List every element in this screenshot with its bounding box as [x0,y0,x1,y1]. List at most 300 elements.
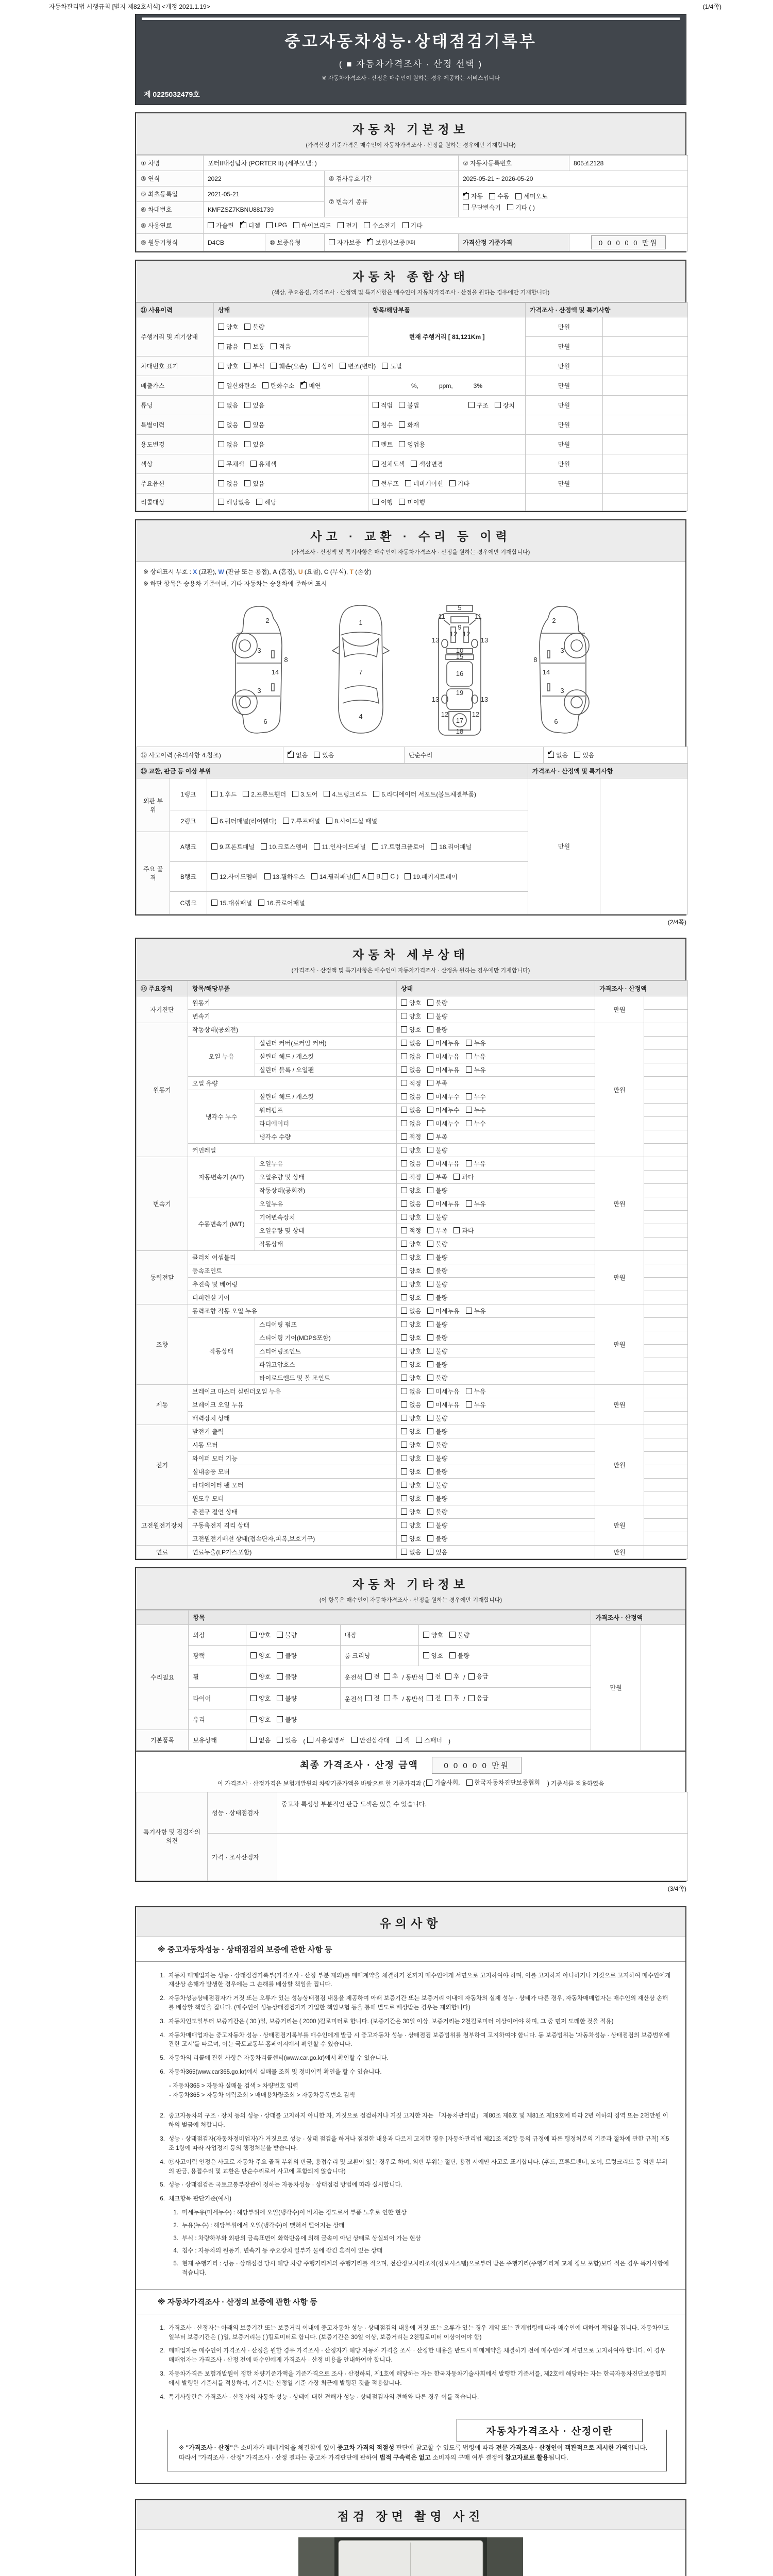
checkbox-box [466,1093,472,1099]
exterior-checks [246,1625,340,1646]
item-label: 와이퍼 모터 기능 [188,1452,397,1465]
item-label: 오일 유량 [188,1077,397,1090]
svg-text:13: 13 [431,696,440,703]
checkbox-item-후: 후 [384,1693,398,1702]
status-checks [397,1157,595,1171]
checkbox-box [466,1780,473,1786]
status-checks [397,1077,595,1090]
checkbox-box [243,791,249,797]
detail-row-연료누출(LP가스포함) [137,1546,688,1559]
wheel-positions [340,1666,591,1688]
rank1-checks [207,778,528,810]
checkbox-box [427,1053,433,1059]
checkbox-box [277,1673,283,1680]
fuel-label: ⑧ 사용연료 [137,217,204,234]
year-value: 2022 [204,171,325,187]
checkbox-box [324,791,330,797]
checkbox-box [466,1053,472,1059]
car-name-value: 포터II내장탑차 (PORTER II) (세부모델: ) [204,156,459,171]
checkbox-box [427,1468,433,1475]
checkbox-item-해당: 해당 [256,498,276,506]
note-cell [644,1532,688,1546]
notices-continued-body [136,2112,685,2289]
checkbox-item-탄화수소: 탄화수소 [262,381,294,390]
checkbox-box [427,1187,433,1193]
exchange-title: ⑬ 교환, 판금 등 이상 부위 [137,764,528,778]
item-label: 오일누유 [255,1197,397,1211]
status-code-C: C [324,568,329,575]
svg-text:12: 12 [449,630,458,638]
checkbox-box [314,752,320,758]
status-checks [397,1224,595,1238]
checkbox-item-훼손(오손): 훼손(오손) [271,362,307,370]
polish-checks [246,1646,340,1666]
checkbox-item-양호: 양호 [401,1481,421,1489]
item-label: 브레이크 마스터 실린더오일 누유 [188,1385,397,1398]
transmission-checks [459,187,688,217]
checkbox-box [401,999,407,1006]
checkbox-item-미세누유: 미세누유 [427,1400,459,1409]
checkbox-item-17.트렁크플로어: 17.트렁크플로어 [372,842,425,851]
checkbox-item-양호: 양호 [401,1440,421,1449]
tuning-checks-2 [368,396,526,415]
item-label: 변속기 [188,1010,397,1023]
etc-col-price: 가격조사 · 산정액 [591,1611,685,1625]
note-cell [644,1291,688,1304]
item-label: 냉각수 수량 [255,1130,397,1144]
checkbox-box [401,1388,407,1394]
status-code-U: U [298,568,303,575]
checkbox-box [401,1549,407,1555]
note-cell [644,1063,688,1077]
segment-text: 운전석 [344,1673,363,1681]
checkbox-box [218,499,224,505]
checkbox-box [264,873,271,879]
mileage-label: 주행거리 및 계기상태 [137,317,214,357]
checkbox-box [401,1401,407,1408]
checkbox-box [401,1066,407,1073]
mileage-price-1: 만원 [526,317,603,337]
checkbox-item-불량: 불량 [449,1631,469,1639]
checkbox-box [507,204,513,210]
checkbox-item-적정: 적정 [401,1132,421,1141]
color-label: 색상 [137,454,214,474]
checkbox-box [427,1401,433,1408]
item-label: 실린더 블록 / 오일팬 [255,1063,397,1077]
appraiser-label: 가격 · 조사산정자 [208,1833,277,1880]
tire-positions [340,1688,591,1709]
checkbox-box [401,1535,407,1541]
device-label-연료: 연료 [137,1546,188,1559]
color-note [603,454,688,474]
note-cell [644,1505,688,1519]
polish-label: 광택 [189,1646,246,1666]
checkbox-item-양호: 양호 [401,1360,421,1369]
checkbox-item-도말: 도말 [382,362,402,370]
usage-label: 용도변경 [137,435,214,454]
item-label: 기어변속장치 [255,1211,397,1224]
segment-text: / [463,1695,465,1703]
basic-info-title: 자동차 기본정보 [352,123,469,136]
checkbox-item-14.필러패널: 14.필러패널 ( A, B, C ) [311,872,399,881]
checkbox-item-보험사보증: ✔ 보험사보증 [KB] [367,238,415,247]
note-cell [644,1171,688,1184]
checkbox-item-적정: 적정 [401,1173,421,1181]
checkbox-box [427,1308,433,1314]
checkbox-item-불법: 불법 [399,401,419,410]
notice-bullet: - 자동차365 > 자동차 실매물 검색 > 차량번호 입력 [169,2082,298,2089]
interior-label: 내장 [340,1625,418,1646]
note-cell [644,1345,688,1358]
checkbox-box [218,480,224,486]
interior-checks [418,1625,591,1646]
checkbox-item-전: 전 [427,1693,441,1702]
checkbox-box [401,1093,407,1099]
device-label-고전원전기장치: 고전원전기장치 [137,1505,188,1546]
emission-price: 만원 [526,376,603,396]
checkbox-item-11.인사이드패널: 11.인사이드패널 [314,842,366,851]
checkbox-box [250,1652,257,1658]
checkbox-box [250,461,257,467]
svg-text:2: 2 [265,617,270,624]
checkbox-box [401,1133,407,1140]
checkbox-item-양호: 양호 [401,1253,421,1262]
checkbox-item-16.플로어패널: 16.플로어패널 [258,899,305,907]
checkbox-item-불량: 불량 [277,1672,297,1681]
checkbox-item-전기: 전기 [338,221,358,230]
checkbox-item-기술사회,: 기술사회, [426,1778,460,1787]
notice-subitem: 3. 부식 : 차량하부와 외판의 금속표면이 화학반응에 의해 금속이 아닌 상태로 상실되어 가는 현상 [173,2235,421,2242]
notices-secB-body [136,2314,685,2414]
checkbox-box [427,999,433,1006]
checkbox-box [427,1388,433,1394]
checkbox-box [218,441,224,447]
checkbox-box [373,499,379,505]
checkbox-item-불량: 불량 [449,1651,469,1660]
checkbox-box [449,480,456,486]
checkbox-box [427,1509,433,1515]
checkbox-item-없음: 없음 [401,1052,421,1061]
checkbox-item-6.쿼더패널(리어휀다): 6.쿼더패널(리어휀다) [211,817,277,825]
svg-text:7: 7 [359,668,363,676]
status-checks [397,1479,595,1492]
checkbox-item-불량: 불량 [427,1374,447,1382]
checkbox-box [250,1632,257,1638]
checkbox-box [427,1549,433,1555]
checkbox-box [367,239,373,245]
checkbox-box [240,222,246,228]
checkbox-box [427,1361,433,1367]
checkbox-item-부식: 부식 [244,362,264,370]
notices-secA-body [136,1962,685,2108]
checkbox-box [427,1321,433,1327]
exterior-label: 외장 [189,1625,246,1646]
notice-item: 5. 자동차의 리콜에 관한 사항은 자동차리콜센터(www.car.go.kr)에서 확인할 수 있습니다. [160,2055,389,2062]
header-stripe [142,18,680,20]
note-cell [644,1304,688,1318]
checkbox-item-양호: 양호 [401,1213,421,1222]
status-checks [397,1519,595,1532]
note-cell [644,1371,688,1385]
checkbox-item-양호: 양호 [401,1320,421,1329]
mileage-note-2 [603,337,688,357]
status-checks [397,1505,595,1519]
notice-bullet: - 자동차365 > 자동차 이력조회 > 매매용차량조회 > 자동차등록번호 검색 [169,2092,355,2098]
valid-value: 2025-05-21 ~ 2026-05-20 [459,171,688,187]
checkbox-item-누유: 누유 [466,1400,486,1409]
checkbox-box [271,343,277,349]
checkbox-box [373,441,379,447]
note-cell [644,1104,688,1117]
checkbox-box [426,1780,432,1786]
notice-item: 6. 체크항목 판단기준(예시) [160,2196,231,2202]
status-checks [397,1037,595,1050]
special-label: 특별이력 [137,415,214,435]
svg-text:11: 11 [475,613,482,620]
rankB-label: B랭크 [170,862,207,892]
item-label: 실린더 헤드 / 개스킷 [255,1050,397,1063]
svg-text:11: 11 [438,613,445,620]
tuning-label: 튜닝 [137,396,214,415]
checkbox-box [364,222,370,228]
checkbox-box [401,1482,407,1488]
checkbox-box [495,402,501,408]
group-price: 만원 [595,1385,644,1425]
checkbox-box [293,222,299,228]
item-label: 타이로드엔드 및 볼 조인트 [255,1371,397,1385]
checkbox-box [401,1160,407,1166]
photo-stack [136,2530,685,2576]
checkbox-item-양호: 양호 [401,1146,421,1155]
recall-note [603,494,688,511]
option-price: 만원 [526,474,603,494]
page-marker-2: (2/4쪽) [667,919,686,926]
checkbox-item-변조(변타): 변조(변타) [340,362,376,370]
note-cell [644,1331,688,1345]
checkbox-box [244,343,250,349]
detail-row-원동기 [137,996,688,1010]
year-label: ③ 연식 [137,171,204,187]
checkbox-box [311,873,317,879]
special-note [603,415,688,435]
notice-item: 2. 자동차성능상태점검자가 거짓 또는 오류가 있는 성능상태점검 내용을 제공하여 아래 보증기간 또는 보증거리 이내에 자동차의 실제 성능 · 상태가 다른 경우, 자동차매매업자는 매수인의 재산상 손해를 배상할 책임을 집니다. (매수인이 성능상태점검자가 가입한 책임보험 등을 통해 별도로 배상받는 경우는 제외합니다) [160,1995,668,2011]
checkbox-box [427,1147,433,1153]
checkbox-box [277,1737,283,1743]
item-label: 배력장치 상태 [188,1412,397,1425]
usage-checks-1 [214,435,368,454]
etc-price: 만원 [591,1625,641,1751]
checkbox-box [466,1388,472,1394]
tuning-note [603,396,688,415]
status-checks [397,1010,595,1023]
checkbox-item-적정: 적정 [401,1079,421,1088]
emission-values: %, ppm, 3% [368,376,526,396]
status-checks [397,1385,595,1398]
form-sheet [135,14,686,2576]
checkbox-item-후: 후 [384,1672,398,1681]
checkbox-box [466,1308,472,1314]
checkbox-box [423,1632,429,1638]
checkbox-item-양호: 양호 [423,1651,443,1660]
notice-item: 3. 자동차가격은 보험개발원이 정한 차량기준가액을 기준가격으로 조사 · 산정하되, 제1호에 해당하는 자는 한국자동차기술사회에서 발행한 기준서를, 제2호에 해당하는 자는 한국자동차진단보증협회에서 발행한 기준서를 적용하며, 기준서는 산정일 기준 가장 최근에 발행된 것을 적용합니다. [160,2371,667,2386]
note-cell [644,1224,688,1238]
status-checks [397,1358,595,1371]
checkbox-item-없음: 없음 [401,1199,421,1208]
checkbox-item-사용설명서: 사용설명서 [307,1736,345,1744]
svg-text:14: 14 [542,668,550,676]
final-price-note: 이 가격조사 · 산정가격은 보험개발원의 차량기준가액을 바탕으로 한 기준가격과 ( 기술사회, 한국자동차진단보증협회 ) 기준서를 적용하였음 [217,1779,604,1787]
repair-needed-label: 수리필요 [137,1625,189,1730]
document-header [135,14,686,105]
checkbox-item-자가보증: 자가보증 [329,238,361,247]
checkbox-box [401,1281,407,1287]
checkbox-item-양호: 양호 [250,1715,271,1724]
notices-secA-title: ※ 중고자동차성능 · 상태점검의 보증에 관한 사항 등 [136,1937,685,1962]
status-checks [397,1144,595,1157]
checkbox-box [427,1281,433,1287]
overall-table [136,302,688,511]
checkbox-item-있음: 있음 [244,401,264,410]
checkbox-item-양호: 양호 [401,998,421,1007]
checkbox-box [427,1495,433,1501]
svg-text:12: 12 [472,710,480,718]
checkbox-box [399,402,405,408]
checkbox-box [405,873,411,879]
simple-repair-checks [544,747,688,764]
note-cell [644,1130,688,1144]
rankC-label: C랭크 [170,892,207,914]
checkbox-item-18.리어패널: 18.리어패널 [431,842,472,851]
segment-text: / [463,1673,465,1681]
checkbox-box [427,1160,433,1166]
checkbox-box [466,1066,472,1073]
checkbox-item-LPG: LPG [266,222,287,229]
clean-label: 룸 크리닝 [340,1646,418,1666]
svg-text:15: 15 [456,653,464,660]
note-cell [644,996,688,1010]
recall-checks-2 [368,494,526,511]
mileage-current: 현재 주행거리 [ 81,121Km ] [368,317,526,357]
checkbox-box [401,1294,407,1300]
note-cell [644,1144,688,1157]
checkbox-box [427,1415,433,1421]
checkbox-item-양호: 양호 [401,1427,421,1436]
checkbox-box [427,1522,433,1528]
checkbox-box [463,204,469,210]
notice-subitem: 4. 침수 : 자동차의 원동기, 변속기 등 주요장치 일부가 물에 잠긴 흔적이 있는 상태 [173,2248,383,2255]
checkbox-item-없음: 없음 [401,1119,421,1128]
item-label: 발전기 출력 [188,1425,397,1438]
checkbox-item-매연: ✔ 매연 [300,381,321,390]
checkbox-item-과다: 과다 [453,1173,474,1181]
checkbox-box [489,193,495,199]
item-label: 커먼레일 [188,1144,397,1157]
checkbox-item-전: 전 [427,1672,441,1681]
emission-note [603,376,688,396]
checkbox-box [401,1321,407,1327]
detail-col2: 항목/해당부품 [188,981,397,996]
checkbox-box [351,1737,358,1743]
group-price: 만원 [595,1157,644,1251]
item-label: 작동상태(공회전) [255,1184,397,1197]
notices-title: 유의사항 [379,1916,442,1930]
checkbox-item-보통: 보통 [244,342,264,351]
checkbox-item-누유: 누유 [466,1039,486,1047]
checkbox-box [401,1227,407,1233]
checkbox-box [427,1535,433,1541]
checkbox-box [244,324,250,330]
checkbox-box [401,1147,407,1153]
checkbox-item-7.루프패널: 7.루프패널 [283,817,320,825]
checkbox-item-후: 후 [445,1693,460,1702]
checkbox-item-미세누수: 미세누수 [427,1092,459,1101]
svg-text:12: 12 [462,630,470,638]
svg-text:3: 3 [257,647,261,654]
checkbox-box [382,873,388,879]
checkbox-item-양호: 양호 [401,1467,421,1476]
item-label: 작동상태(공회전) [188,1023,397,1037]
checkbox-item-불량: 불량 [427,1293,447,1302]
detail-row-발전기 출력 [137,1425,688,1438]
checkbox-box [218,363,224,369]
checkbox-box [401,1267,407,1274]
group-price: 만원 [595,1505,644,1546]
detail-row-충전구 절연 상태 [137,1505,688,1519]
checkbox-box [208,222,214,228]
note-cell [644,1425,688,1438]
checkbox-box [261,843,267,850]
checkbox-item-불량: 불량 [427,1427,447,1436]
checkbox-box [427,1695,433,1701]
checkbox-box [401,1120,407,1126]
checkbox-box [211,791,217,797]
status-checks [397,996,595,1010]
status-checks [397,1412,595,1425]
checkbox-box [384,1695,390,1701]
item-label: 동력조향 작동 오일 누유 [188,1304,397,1318]
status-code-X: X [193,568,197,575]
svg-text:8: 8 [533,656,537,664]
document-title: 중고자동차성능·상태점검기록부 [284,32,537,50]
status-checks [397,1117,595,1130]
item-label: 실린더 헤드 / 개스킷 [255,1090,397,1104]
svg-text:17: 17 [456,717,464,724]
checkbox-item-2.프론트휀더: 2.프론트휀더 [243,790,286,799]
checkbox-item-불량: 불량 [427,1213,447,1222]
checkbox-item-렌트: 렌트 [373,440,393,449]
checkbox-item-미세누유: 미세누유 [427,1065,459,1074]
item-label: 실내송풍 모터 [188,1465,397,1479]
checkbox-item-있음: 있음 [574,751,594,759]
checkbox-box [401,1254,407,1260]
note-cell [644,1546,688,1559]
checkbox-item-무단변속기: 무단변속기 [463,203,501,212]
checkbox-item-장치: 장치 [495,401,515,410]
final-price-band [136,1751,685,1792]
checkbox-box [402,222,409,228]
checkbox-box [401,1026,407,1032]
checkbox-item-불량: 불량 [277,1631,297,1639]
checkbox-item-양호: 양호 [401,1186,421,1195]
checkbox-item-누유: 누유 [466,1387,486,1396]
item-label: 디퍼렌셜 기어 [188,1291,397,1304]
checkbox-box [401,1495,407,1501]
item-label: 오일유량 및 상태 [255,1224,397,1238]
checkbox-box [244,363,250,369]
checkbox-item-전: 전 [365,1672,380,1681]
checkbox-item-불량: 불량 [427,1347,447,1355]
law-reference: 자동차관리법 시행규칙 [별지 제82호서식] <개정 2021.1.19> [49,3,210,10]
